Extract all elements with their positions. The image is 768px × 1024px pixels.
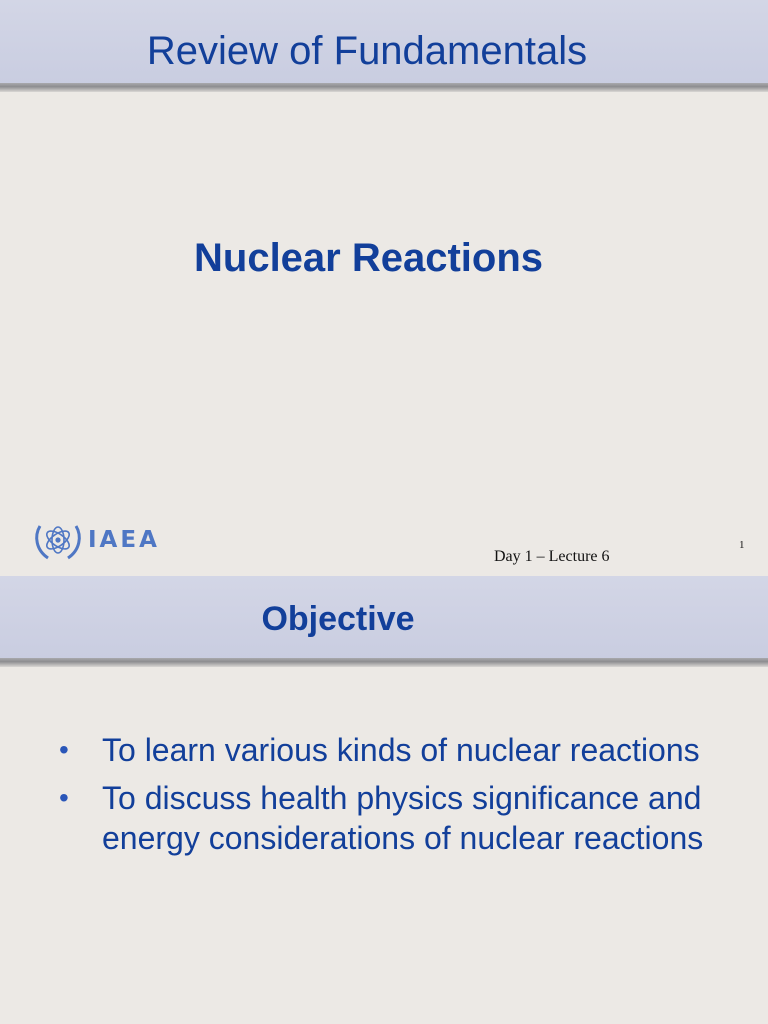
un-emblem-icon	[30, 514, 86, 566]
logo-wordmark: IAEA	[88, 527, 160, 553]
slide-title: Review of Fundamentals	[146, 29, 588, 73]
iaea-logo	[30, 514, 170, 566]
bullet-icon: •	[59, 734, 69, 765]
page-number: 1	[739, 539, 745, 551]
header-band	[0, 0, 768, 92]
list-item	[0, 778, 768, 858]
lecture-footer: Day 1 – Lecture 6	[494, 548, 610, 565]
list-item	[0, 730, 768, 770]
objective-list	[0, 730, 768, 866]
header-band	[0, 576, 768, 667]
bullet-text: To learn various kinds of nuclear reactions	[102, 732, 700, 768]
slide-title: Objective	[261, 600, 415, 638]
header-divider	[0, 658, 768, 667]
bullet-icon: •	[59, 782, 69, 813]
bullet-text: To discuss health physics significance and energy considerations of nuclear reactions	[102, 780, 704, 856]
slide-2	[0, 576, 768, 1024]
header-divider	[0, 83, 768, 92]
slide-subtitle: Nuclear Reactions	[194, 236, 544, 280]
